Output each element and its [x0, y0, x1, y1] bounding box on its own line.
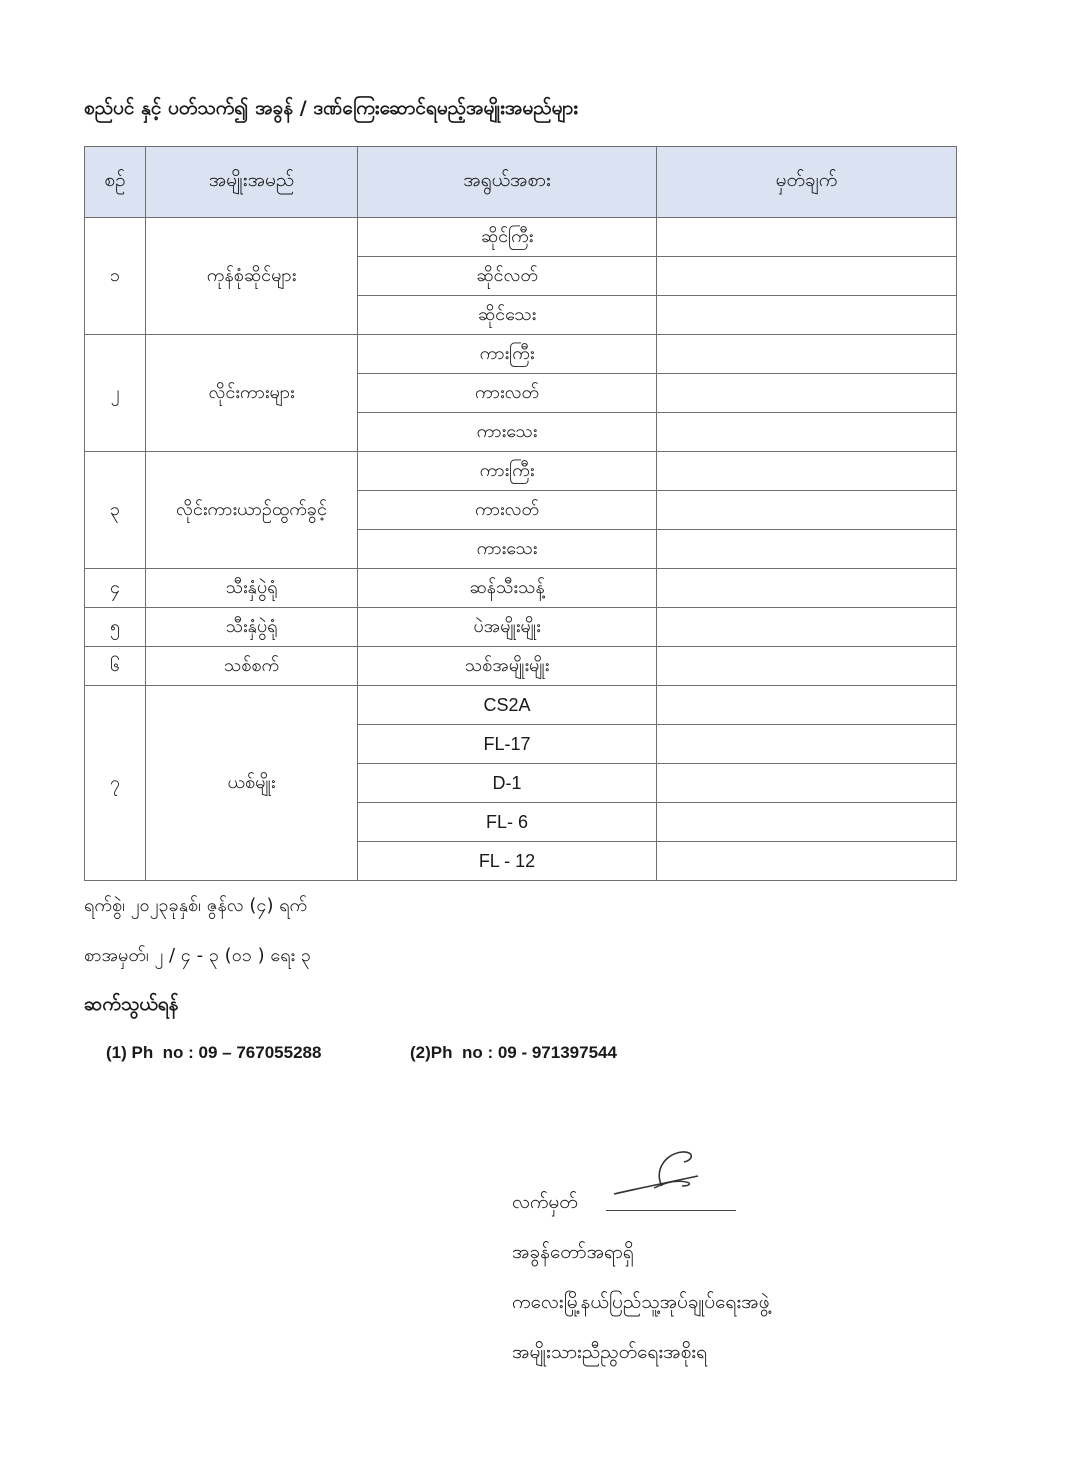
phone-number-1: (1) Ph no : 09 – 767055288 [106, 1043, 322, 1062]
remark-cell [657, 530, 957, 569]
item-size: FL-17 [358, 725, 657, 764]
item-size: CS2A [358, 686, 657, 725]
item-size: ကားလတ် [358, 491, 657, 530]
table-row [85, 335, 957, 374]
row-number: ၁ [85, 218, 146, 335]
contact-heading: ဆက်သွယ်ရန် [84, 993, 179, 1015]
page-title: စည်ပင် နှင့် ပတ်သက်၍ အခွန် / ဒဏ်ကြေးဆောင်ရမည့်အမျိုးအမည်များ [84, 97, 579, 119]
item-size: D-1 [358, 764, 657, 803]
reference-number: စာအမှတ်၊ ၂ / ၄ - ၃ (၀၁ ) ရေး ၃ [84, 945, 311, 966]
handwritten-signature [610, 1142, 710, 1202]
item-size: ကားကြီး [358, 452, 657, 491]
remark-cell [657, 608, 957, 647]
remark-cell [657, 452, 957, 491]
table-row [85, 686, 957, 725]
table-row [85, 647, 957, 686]
row-number: ၇ [85, 686, 146, 881]
row-number: ၃ [85, 452, 146, 569]
header-remark: မှတ်ချက် [657, 147, 957, 218]
header-type: အမျိုးအမည် [146, 147, 358, 218]
signature-line [606, 1210, 736, 1211]
official-title: အခွန်တော်အရာရှိ [512, 1241, 634, 1263]
item-type: သီးနှံပွဲရုံ [146, 569, 358, 608]
remark-cell [657, 257, 957, 296]
item-size: ဆိုင်ကြီး [358, 218, 657, 257]
item-type: ကုန်စုံဆိုင်များ [146, 218, 358, 335]
table-row [85, 608, 957, 647]
government-name: အမျိုးသားညီညွတ်ရေးအစိုးရ [512, 1341, 708, 1363]
item-type: ယစ်မျိုး [146, 686, 358, 881]
remark-cell [657, 296, 957, 335]
item-size: ကားကြီး [358, 335, 657, 374]
item-type: လိုင်းကားများ [146, 335, 358, 452]
item-size: ကားသေး [358, 413, 657, 452]
row-number: ၄ [85, 569, 146, 608]
table-row [85, 218, 957, 257]
item-size: သစ်အမျိုးမျိုး [358, 647, 657, 686]
item-type: သစ်စက် [146, 647, 358, 686]
item-size: ကားလတ် [358, 374, 657, 413]
item-size: ဆိုင်သေး [358, 296, 657, 335]
signature-label: လက်မှတ် [512, 1191, 578, 1213]
table-row [85, 452, 957, 491]
remark-cell [657, 491, 957, 530]
table-header-row [85, 147, 957, 218]
table-row [85, 569, 957, 608]
item-size: FL- 6 [358, 803, 657, 842]
row-number: ၆ [85, 647, 146, 686]
remark-cell [657, 842, 957, 881]
item-size: ဆိုင်လတ် [358, 257, 657, 296]
remark-cell [657, 218, 957, 257]
item-size: FL - 12 [358, 842, 657, 881]
item-size: ဆန်သီးသန့် [358, 569, 657, 608]
row-number: ၂ [85, 335, 146, 452]
remark-cell [657, 803, 957, 842]
office-name: ကလေးမြို့နယ်ပြည်သူ့အုပ်ချုပ်ရေးအဖွဲ့ [512, 1291, 770, 1313]
item-type: သီးနှံပွဲရုံ [146, 608, 358, 647]
item-size: ပဲအမျိုးမျိုး [358, 608, 657, 647]
remark-cell [657, 569, 957, 608]
item-size: ကားသေး [358, 530, 657, 569]
header-size: အရွယ်အစား [358, 147, 657, 218]
remark-cell [657, 374, 957, 413]
header-no: စဥ် [85, 147, 146, 218]
remark-cell [657, 335, 957, 374]
remark-cell [657, 413, 957, 452]
date-line: ရက်စွဲ၊ ၂၀၂၃ခုနှစ်၊ ဇွန်လ (၄) ရက် [84, 895, 308, 916]
remark-cell [657, 725, 957, 764]
remark-cell [657, 647, 957, 686]
remark-cell [657, 686, 957, 725]
remark-cell [657, 764, 957, 803]
item-type: လိုင်းကားယာဥ်ထွက်ခွင့် [146, 452, 358, 569]
phone-number-2: (2)Ph no : 09 - 971397544 [410, 1043, 617, 1062]
tax-table [84, 146, 957, 881]
row-number: ၅ [85, 608, 146, 647]
